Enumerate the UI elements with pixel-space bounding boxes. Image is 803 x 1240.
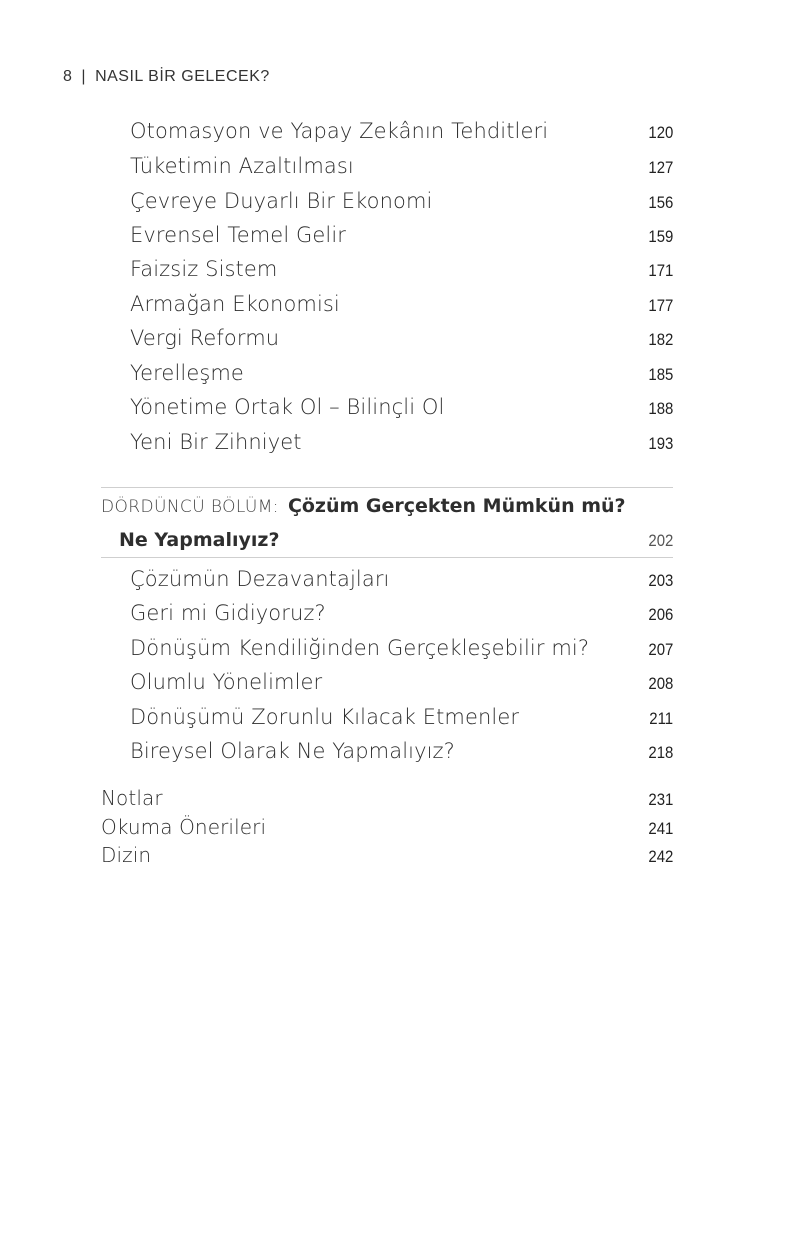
toc-entry-title: Geri mi Gidiyoruz? xyxy=(130,601,326,625)
part-heading-line2 xyxy=(101,529,673,559)
toc-entry xyxy=(101,189,673,219)
toc-entry-title: Bireysel Olarak Ne Yapmalıyız? xyxy=(130,739,455,763)
part-subtitle: Ne Yapmalıyız? xyxy=(119,529,280,551)
toc-entry-page: 207 xyxy=(648,640,673,659)
toc-entry-page: 208 xyxy=(648,674,673,693)
toc-entry-page: 177 xyxy=(648,296,673,315)
toc-entry-page: 127 xyxy=(648,158,673,177)
toc-entry-page: 156 xyxy=(648,193,673,212)
toc-entry-title: Evrensel Temel Gelir xyxy=(130,223,347,247)
header-separator: | xyxy=(81,68,87,85)
toc-entry-page: 203 xyxy=(648,571,673,590)
toc-entry-title: Dönüşümü Zorunlu Kılacak Etmenler xyxy=(130,705,520,729)
toc-entry-title: Okuma Önerileri xyxy=(101,815,267,839)
toc-entry-page: 159 xyxy=(648,227,673,246)
toc-entry-title: Faizsiz Sistem xyxy=(130,257,278,281)
toc-entry xyxy=(101,601,673,631)
toc-entry xyxy=(101,292,673,322)
toc-entry-page: 206 xyxy=(648,605,673,624)
toc-back-entry xyxy=(101,843,673,873)
toc-entry-title: Yerelleşme xyxy=(130,361,244,385)
part-rule-top xyxy=(101,487,673,488)
toc-entry xyxy=(101,430,673,460)
toc-entry xyxy=(101,739,673,769)
toc-entry-page: 231 xyxy=(648,790,673,809)
toc-entry-title: Tüketimin Azaltılması xyxy=(130,154,354,178)
toc-entry-page: 241 xyxy=(648,819,673,838)
toc-entry-page: 120 xyxy=(648,123,673,142)
toc-entry xyxy=(101,119,673,149)
toc-entry xyxy=(101,154,673,184)
toc-entry xyxy=(101,670,673,700)
toc-entry-title: Dizin xyxy=(101,843,152,867)
toc-entry-page: 188 xyxy=(648,399,673,418)
toc-entry-page: 193 xyxy=(648,434,673,453)
toc-entry-page: 218 xyxy=(648,743,673,762)
part-rule-bottom xyxy=(101,557,673,558)
toc-entry-title: Çözümün Dezavantajları xyxy=(130,567,390,591)
book-title: NASIL BİR GELECEK? xyxy=(95,68,270,85)
toc-entry-page: 211 xyxy=(649,709,673,728)
toc-entry-title: Olumlu Yönelimler xyxy=(130,670,323,694)
toc-entry-title: Yeni Bir Zihniyet xyxy=(130,430,302,454)
toc-entry xyxy=(101,567,673,597)
toc-entry-title: Otomasyon ve Yapay Zekânın Tehditleri xyxy=(130,119,549,143)
toc-back-entry xyxy=(101,815,673,845)
toc-entry-title: Vergi Reformu xyxy=(130,326,280,350)
toc-entry xyxy=(101,223,673,253)
toc-entry-title: Notlar xyxy=(101,786,163,810)
toc-entry-page: 182 xyxy=(648,330,673,349)
toc-entry-title: Çevreye Duyarlı Bir Ekonomi xyxy=(130,189,433,213)
toc-entry xyxy=(101,326,673,356)
page-number: 8 xyxy=(63,68,73,85)
part-label: DÖRDÜNCÜ BÖLÜM: xyxy=(101,497,279,517)
toc-entry xyxy=(101,705,673,735)
toc-entry xyxy=(101,395,673,425)
toc-entry xyxy=(101,361,673,391)
toc-entry-title: Armağan Ekonomisi xyxy=(130,292,340,316)
running-head xyxy=(63,68,270,86)
part-heading-line1 xyxy=(101,495,673,525)
toc-entry-title: Dönüşüm Kendiliğinden Gerçekleşebilir mi? xyxy=(130,636,590,660)
toc-back-entry xyxy=(101,786,673,816)
toc-entry xyxy=(101,257,673,287)
toc-entry xyxy=(101,636,673,666)
part-title: Çözüm Gerçekten Mümkün mü? xyxy=(287,495,626,517)
toc-entry-page: 242 xyxy=(648,847,673,866)
toc-entry-title: Yönetime Ortak Ol – Bilinçli Ol xyxy=(130,395,445,419)
part-page: 202 xyxy=(648,531,673,550)
toc-entry-page: 171 xyxy=(648,261,673,280)
toc-entry-page: 185 xyxy=(648,365,673,384)
